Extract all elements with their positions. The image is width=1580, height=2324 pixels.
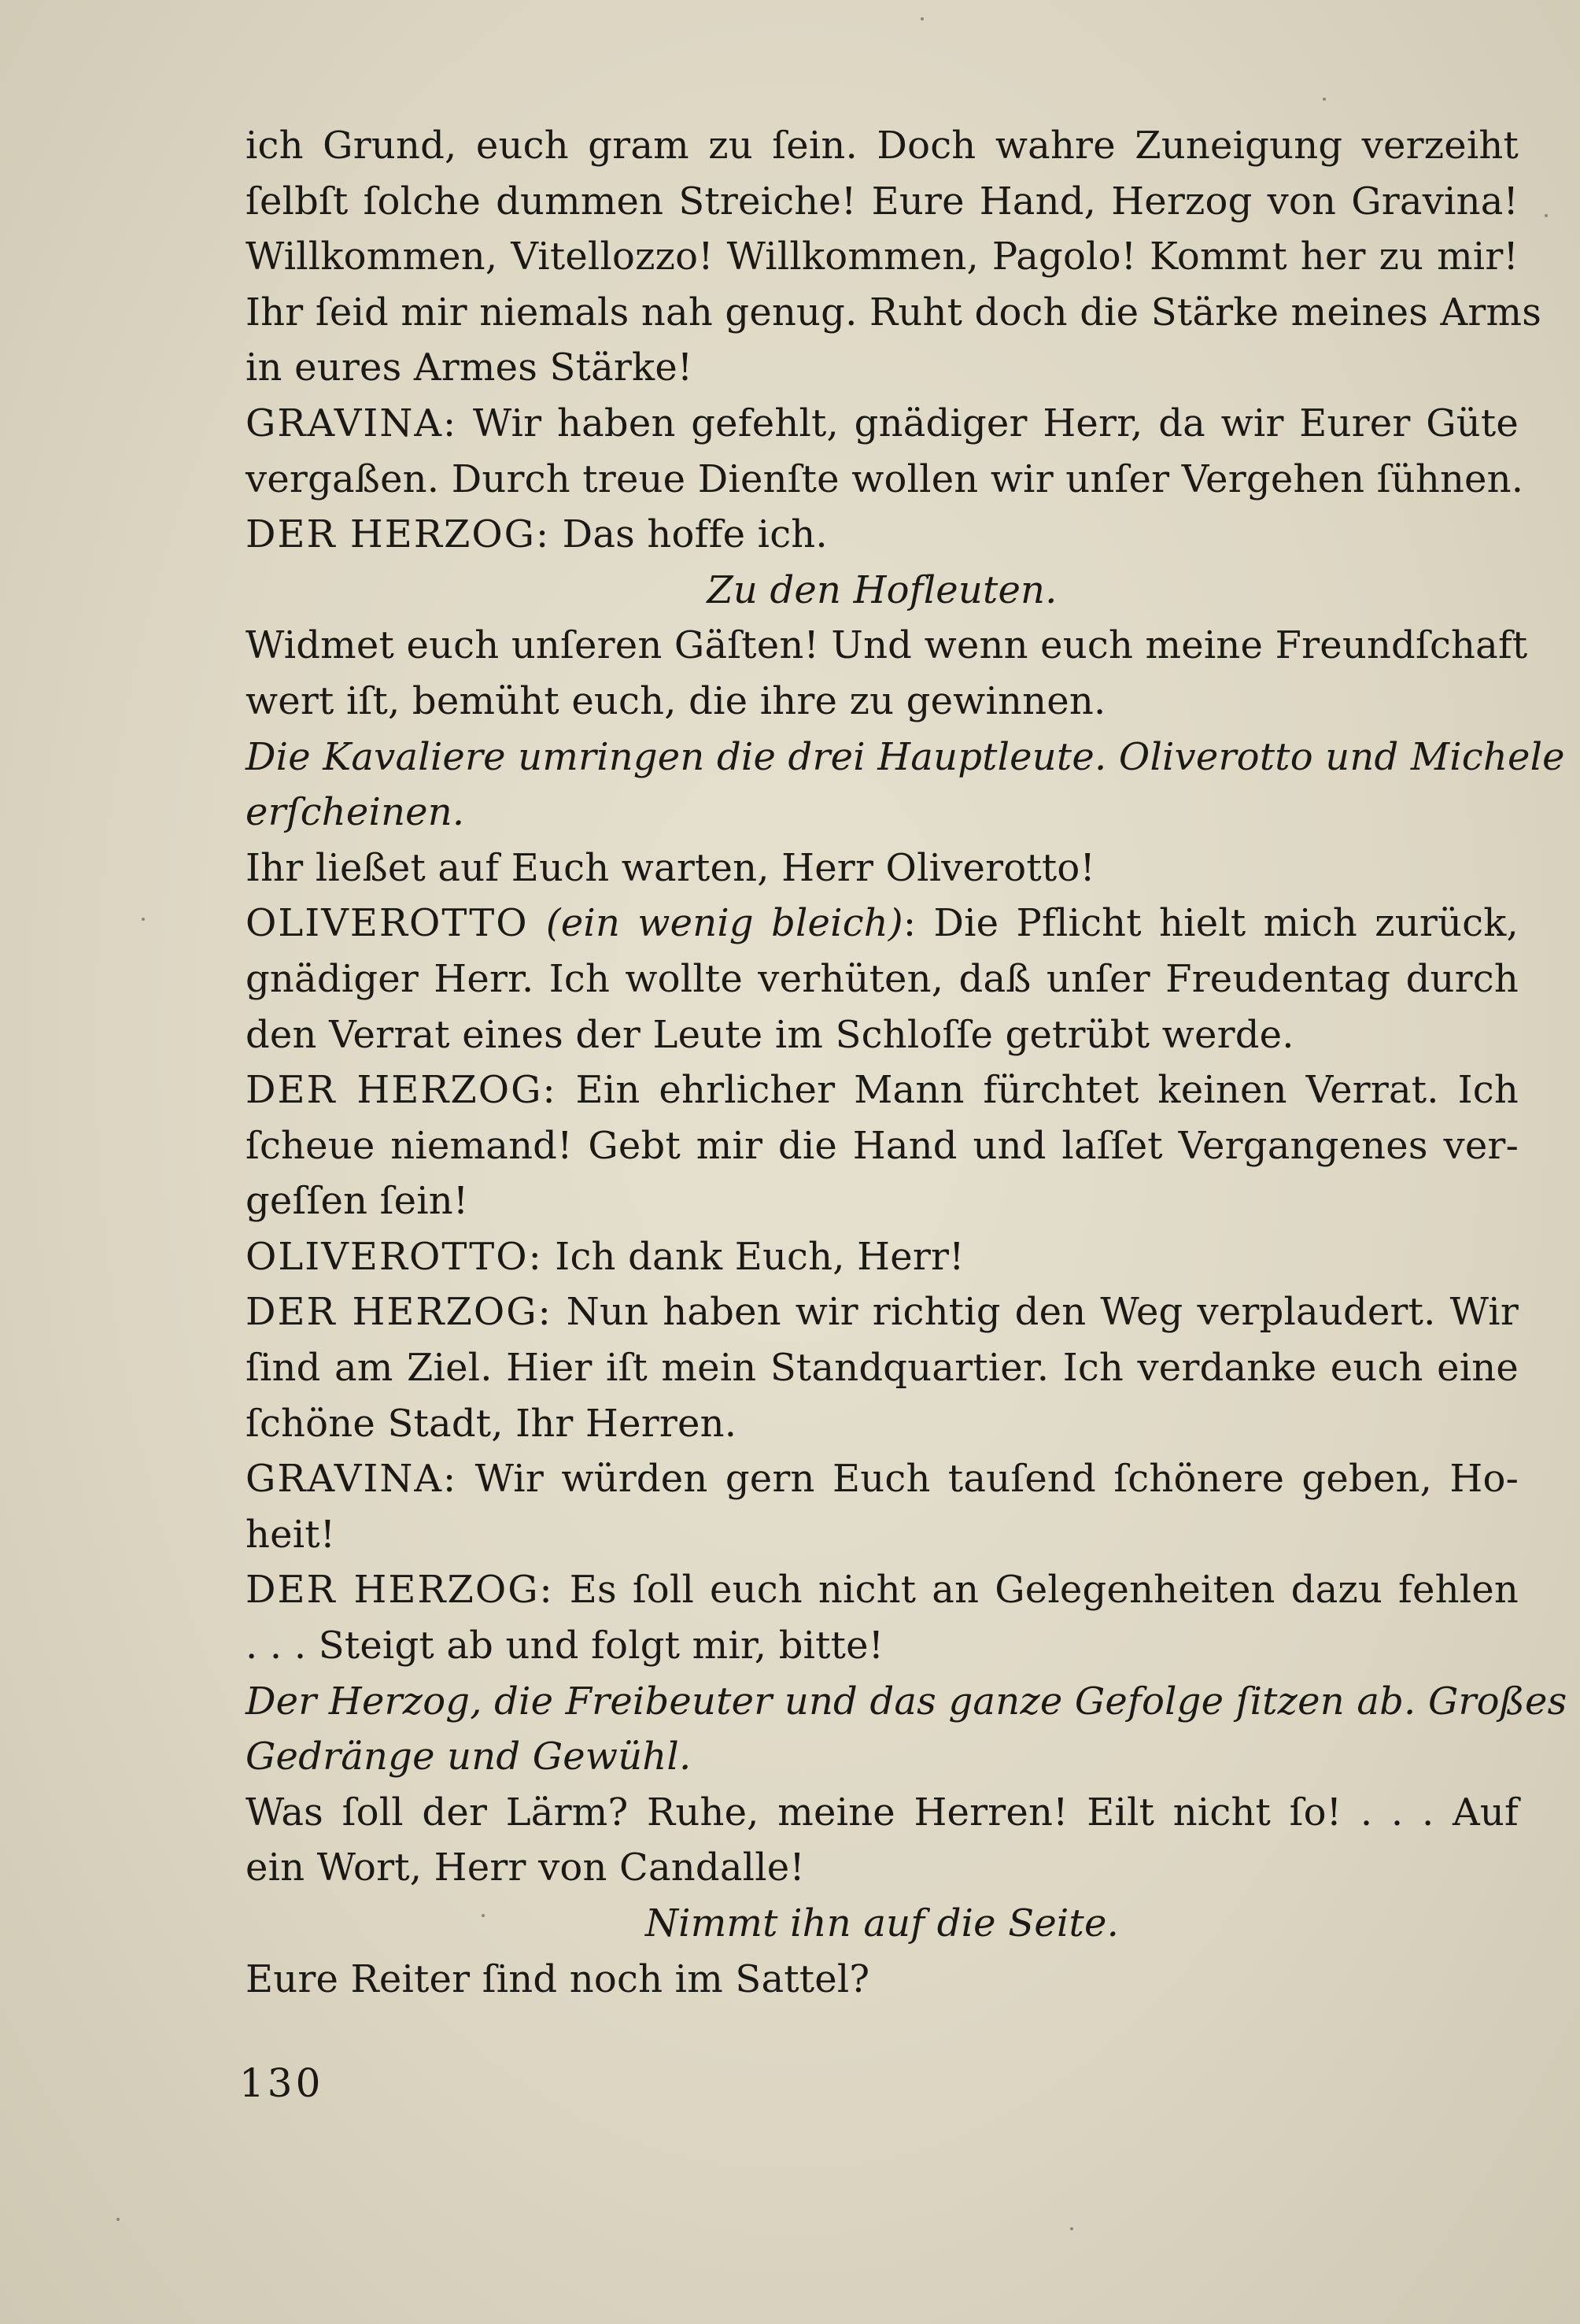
paper-speck (142, 918, 145, 921)
speaker-name: DER HERZOG: (245, 1568, 554, 1613)
paper-speck (116, 2218, 120, 2221)
text-line: ſelbſt ſolche dummen Streiche! Eure Hand, Herzog von Gravina! (245, 179, 1519, 224)
speech-text: Ein ehrlicher Mann fürchtet keinen Verrat. Ich (556, 1068, 1519, 1113)
speech-text: Ich dank Euch, Herr! (542, 1234, 965, 1279)
paper-speck (1545, 214, 1548, 217)
page-text (245, 118, 1567, 2007)
text-line: Ihr ſeid mir niemals nah genug. Ruht doch die Stärke meines Arms (245, 290, 1542, 334)
text-line: ein Wort, Herr von Candalle! (245, 1846, 805, 1890)
text-line: gnädiger Herr. Ich wollte verhüten, daß unſer Freudentag durch (245, 956, 1519, 1001)
speech-text: : Die Pflicht hielt mich zurück, (903, 901, 1519, 946)
speaker-name: DER HERZOG: (245, 1068, 557, 1113)
text-line: ſchöne Stadt, Ihr Herren. (245, 1401, 737, 1446)
speech-text: Wir haben gefehlt, gnädiger Herr, da wir Eurer Güte (457, 401, 1519, 445)
speech-line (245, 1062, 1519, 1118)
text-line: in eures Armes Stärke! (245, 345, 693, 390)
text-line: ſind am Ziel. Hier iſt mein Standquartier. Ich verdanke euch eine (245, 1346, 1519, 1391)
text-line: den Verrat eines der Leute im Schloſſe getrübt werde. (245, 1012, 1294, 1057)
speech-text: Wir würden gern Euch tauſend ſchönere geben, Ho- (457, 1457, 1519, 1502)
text-line: wert iſt, bemüht euch, die ihre zu gewinnen. (245, 678, 1106, 723)
speech-line (245, 1451, 1519, 1507)
speech-line (245, 1284, 1519, 1340)
stage-direction-inline: (ein wenig bleich) (528, 901, 903, 946)
speech-text: Nun haben wir richtig den Weg verplaudert. Wir (552, 1290, 1519, 1335)
speaker-name: OLIVEROTTO (245, 901, 529, 946)
speech-text: Es ſoll euch nicht an Gelegenheiten dazu fehlen (553, 1568, 1519, 1613)
text-line: heit! (245, 1512, 336, 1557)
stage-direction: Zu den Hofleuten. (707, 567, 1058, 612)
speaker-name: GRAVINA: (245, 401, 458, 445)
speaker-name: DER HERZOG: (245, 1290, 552, 1335)
speech-line (245, 1562, 1519, 1618)
speech-line (245, 1229, 1519, 1285)
speech-line (245, 396, 1519, 452)
paper-speck (921, 17, 924, 20)
text-line: Was ſoll der Lärm? Ruhe, meine Herren! Eilt nicht ſo! . . . Auf (245, 1790, 1519, 1834)
page-number: 130 (239, 2060, 324, 2106)
text-line: Widmet euch unſeren Gäſten! Und wenn euch meine Freundſchaft (245, 623, 1528, 668)
text-line: ich Grund, euch gram zu ſein. Doch wahre Zuneigung verzeiht (245, 124, 1519, 168)
stage-direction: erſcheinen. (245, 790, 465, 835)
stage-direction: Gedränge und Gewühl. (245, 1735, 692, 1779)
speech-text: Das hoffe ich. (550, 512, 828, 557)
speech-line (245, 507, 1519, 563)
speaker-name: GRAVINA: (245, 1457, 458, 1502)
text-line: Ihr ließet auf Euch warten, Herr Oliverotto! (245, 845, 1095, 890)
text-line: Eure Reiter ſind noch im Sattel? (245, 1956, 870, 2001)
text-line: Willkommen, Vitellozzo! Willkommen, Pagolo! Kommt her zu mir! (245, 235, 1519, 279)
text-line: . . . Steigt ab und folgt mir, bitte! (245, 1624, 884, 1668)
speaker-name: OLIVEROTTO: (245, 1234, 543, 1279)
paper-speck (482, 1914, 485, 1917)
speaker-name: DER HERZOG: (245, 512, 551, 557)
paper-speck (1323, 98, 1326, 101)
stage-direction: Die Kavaliere umringen die drei Hauptleute. Oliverotto und Michele (245, 734, 1565, 779)
stage-direction: Nimmt ihn auf die Seite. (644, 1901, 1120, 1945)
text-line: ſcheue niemand! Gebt mir die Hand und laſſet Vergangenes ver- (245, 1123, 1519, 1168)
stage-direction: Der Herzog, die Freibeuter und das ganze Gefolge ſitzen ab. Großes (245, 1679, 1567, 1724)
text-line: vergaßen. Durch treue Dienſte wollen wir unſer Vergehen ſühnen. (245, 456, 1524, 501)
speech-line (245, 896, 1519, 951)
text-line: geſſen ſein! (245, 1179, 469, 1224)
paper-speck (1070, 2227, 1073, 2230)
